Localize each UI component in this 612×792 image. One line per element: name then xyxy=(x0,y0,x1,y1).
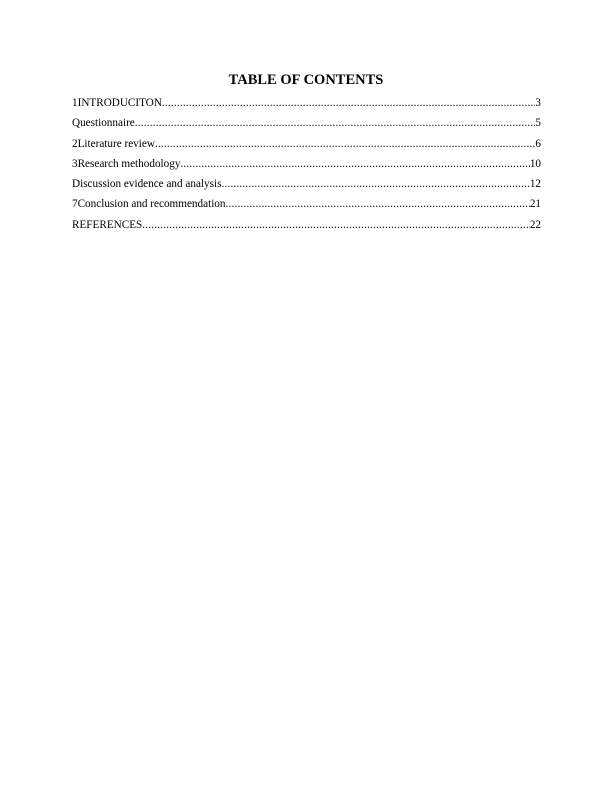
toc-entry-page: 3 xyxy=(535,97,541,109)
toc-entry-page: 10 xyxy=(529,157,541,170)
toc-entry-discussion[interactable] xyxy=(72,177,541,197)
dot-leader xyxy=(155,137,535,151)
toc-entry-label: 7Conclusion and recommendation xyxy=(72,198,226,211)
toc-entry-page: 22 xyxy=(529,218,541,231)
toc-entry-label: Discussion evidence and analysis xyxy=(72,178,222,191)
dot-leader xyxy=(135,116,536,130)
toc-entry-label: 2Literature review xyxy=(72,137,155,150)
dot-leader xyxy=(221,177,529,191)
toc-entry-label: Questionnaire xyxy=(72,117,135,130)
toc-heading: TABLE OF CONTENTS xyxy=(228,72,384,88)
toc-entry-questionnaire[interactable] xyxy=(72,116,541,136)
dot-leader xyxy=(162,96,535,110)
toc-entry-page: 12 xyxy=(529,178,541,191)
toc-list xyxy=(72,96,541,238)
toc-entry-label: 1INTRODUCITON xyxy=(72,97,162,109)
toc-entry-label: 3Research methodology xyxy=(72,157,181,170)
toc-entry-literature-review[interactable] xyxy=(72,137,541,157)
toc-entry-introduction[interactable] xyxy=(72,96,541,116)
dot-leader xyxy=(180,157,529,171)
toc-entry-references[interactable] xyxy=(72,218,541,238)
toc-entry-research-methodology[interactable] xyxy=(72,157,541,177)
toc-entry-conclusion[interactable] xyxy=(72,197,541,217)
toc-entry-page: 21 xyxy=(529,198,541,211)
dot-leader xyxy=(225,197,529,211)
toc-entry-page: 5 xyxy=(535,117,541,130)
toc-entry-label: REFERENCES xyxy=(72,218,143,231)
toc-entry-page: 6 xyxy=(535,137,541,150)
dot-leader xyxy=(142,218,530,232)
